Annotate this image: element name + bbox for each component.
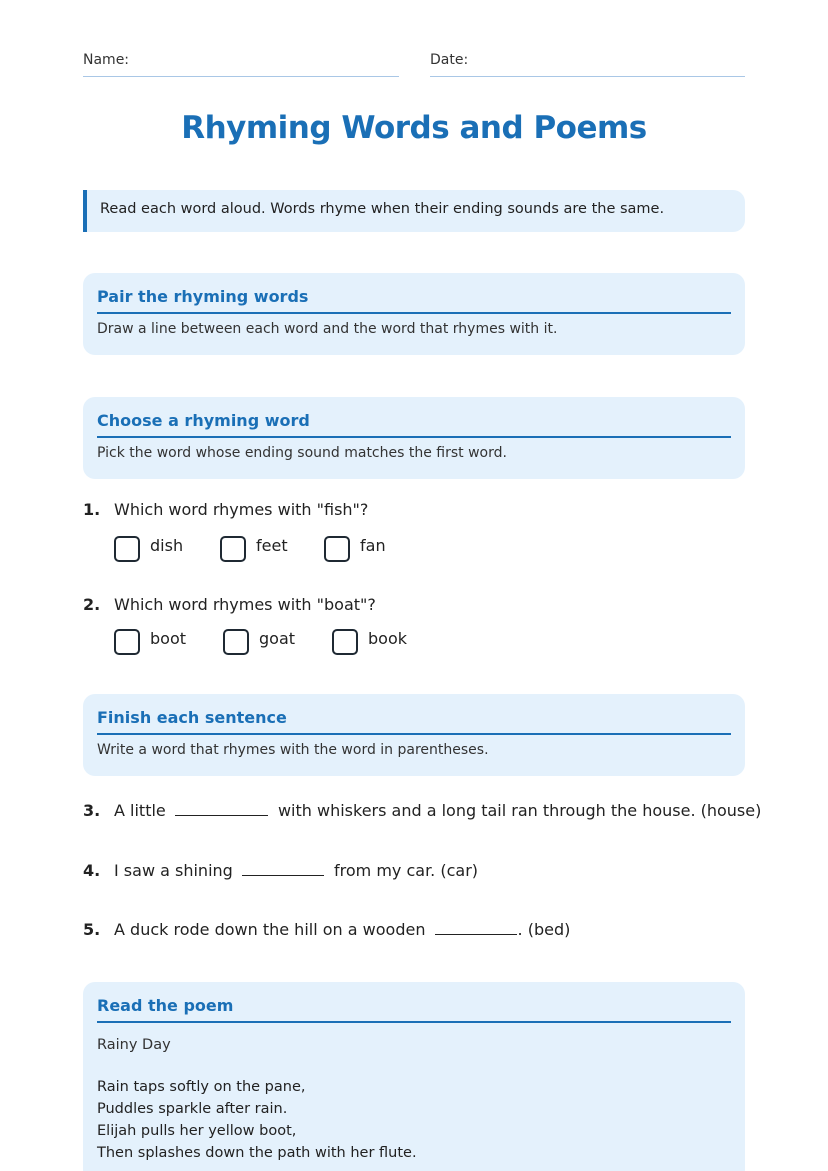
poem-title: Rainy Day — [97, 1037, 171, 1053]
sentence-4 — [83, 858, 478, 880]
checkbox-dish[interactable] — [114, 536, 140, 562]
instruction-callout: Read each word aloud. Words rhyme when their ending sounds are the same. — [83, 190, 745, 232]
sentence-before: A duck rode down the hill on a wooden — [114, 920, 426, 939]
poem-body — [97, 1076, 731, 1164]
option-label: boot — [150, 629, 187, 648]
option-label: feet — [256, 536, 288, 555]
option-label: book — [368, 629, 407, 648]
poem-line: Then splashes down the path with her flute. — [97, 1145, 417, 1161]
question-1 — [83, 500, 368, 519]
section-read-poem — [83, 982, 745, 1171]
section-subtitle: Write a word that rhymes with the word in parentheses. — [97, 742, 489, 758]
answer-blank[interactable] — [435, 917, 517, 935]
option-label: fan — [360, 536, 386, 555]
sentence-after: with whiskers and a long tail ran through the house. (house) — [277, 801, 762, 820]
option-label: dish — [150, 536, 184, 555]
section-title: Read the poem — [97, 996, 731, 1023]
sentence-before: I saw a shining — [114, 861, 233, 880]
question-number: 2. — [83, 595, 101, 614]
checkbox-goat[interactable] — [223, 629, 249, 655]
question-number: 1. — [83, 500, 101, 519]
date-label: Date: — [430, 52, 469, 68]
checkbox-fan[interactable] — [324, 536, 350, 562]
question-number: 5. — [83, 920, 101, 939]
checkbox-book[interactable] — [332, 629, 358, 655]
sentence-3 — [83, 798, 761, 820]
poem-line: Puddles sparkle after rain. — [97, 1101, 288, 1117]
checkbox-boot[interactable] — [114, 629, 140, 655]
poem-line: Rain taps softly on the pane, — [97, 1079, 306, 1095]
option-label: goat — [259, 629, 296, 648]
section-title: Finish each sentence — [97, 708, 731, 735]
section-title: Pair the rhyming words — [97, 287, 731, 314]
section-title: Choose a rhyming word — [97, 411, 731, 438]
section-finish-sentence — [83, 694, 745, 776]
page-title: Rhyming Words and Poems — [181, 110, 647, 146]
section-subtitle: Draw a line between each word and the word that rhymes with it. — [97, 321, 558, 337]
sentence-after: . (bed) — [517, 920, 571, 939]
question-number: 4. — [83, 861, 101, 880]
name-field[interactable] — [83, 52, 399, 77]
date-field[interactable] — [430, 52, 745, 77]
poem-line: Elijah pulls her yellow boot, — [97, 1123, 297, 1139]
sentence-5 — [83, 917, 570, 939]
answer-blank[interactable] — [175, 798, 268, 816]
section-subtitle: Pick the word whose ending sound matches the first word. — [97, 445, 507, 461]
sentence-after: from my car. (car) — [334, 861, 479, 880]
checkbox-feet[interactable] — [220, 536, 246, 562]
sentence-before: A little — [114, 801, 166, 820]
section-pair-rhyming-words — [83, 273, 745, 355]
question-text: Which word rhymes with "boat"? — [114, 595, 376, 614]
section-choose-rhyming-word — [83, 397, 745, 479]
name-label: Name: — [83, 52, 130, 68]
question-number: 3. — [83, 801, 101, 820]
question-text: Which word rhymes with "fish"? — [114, 500, 369, 519]
question-2 — [83, 595, 376, 614]
answer-blank[interactable] — [242, 858, 324, 876]
